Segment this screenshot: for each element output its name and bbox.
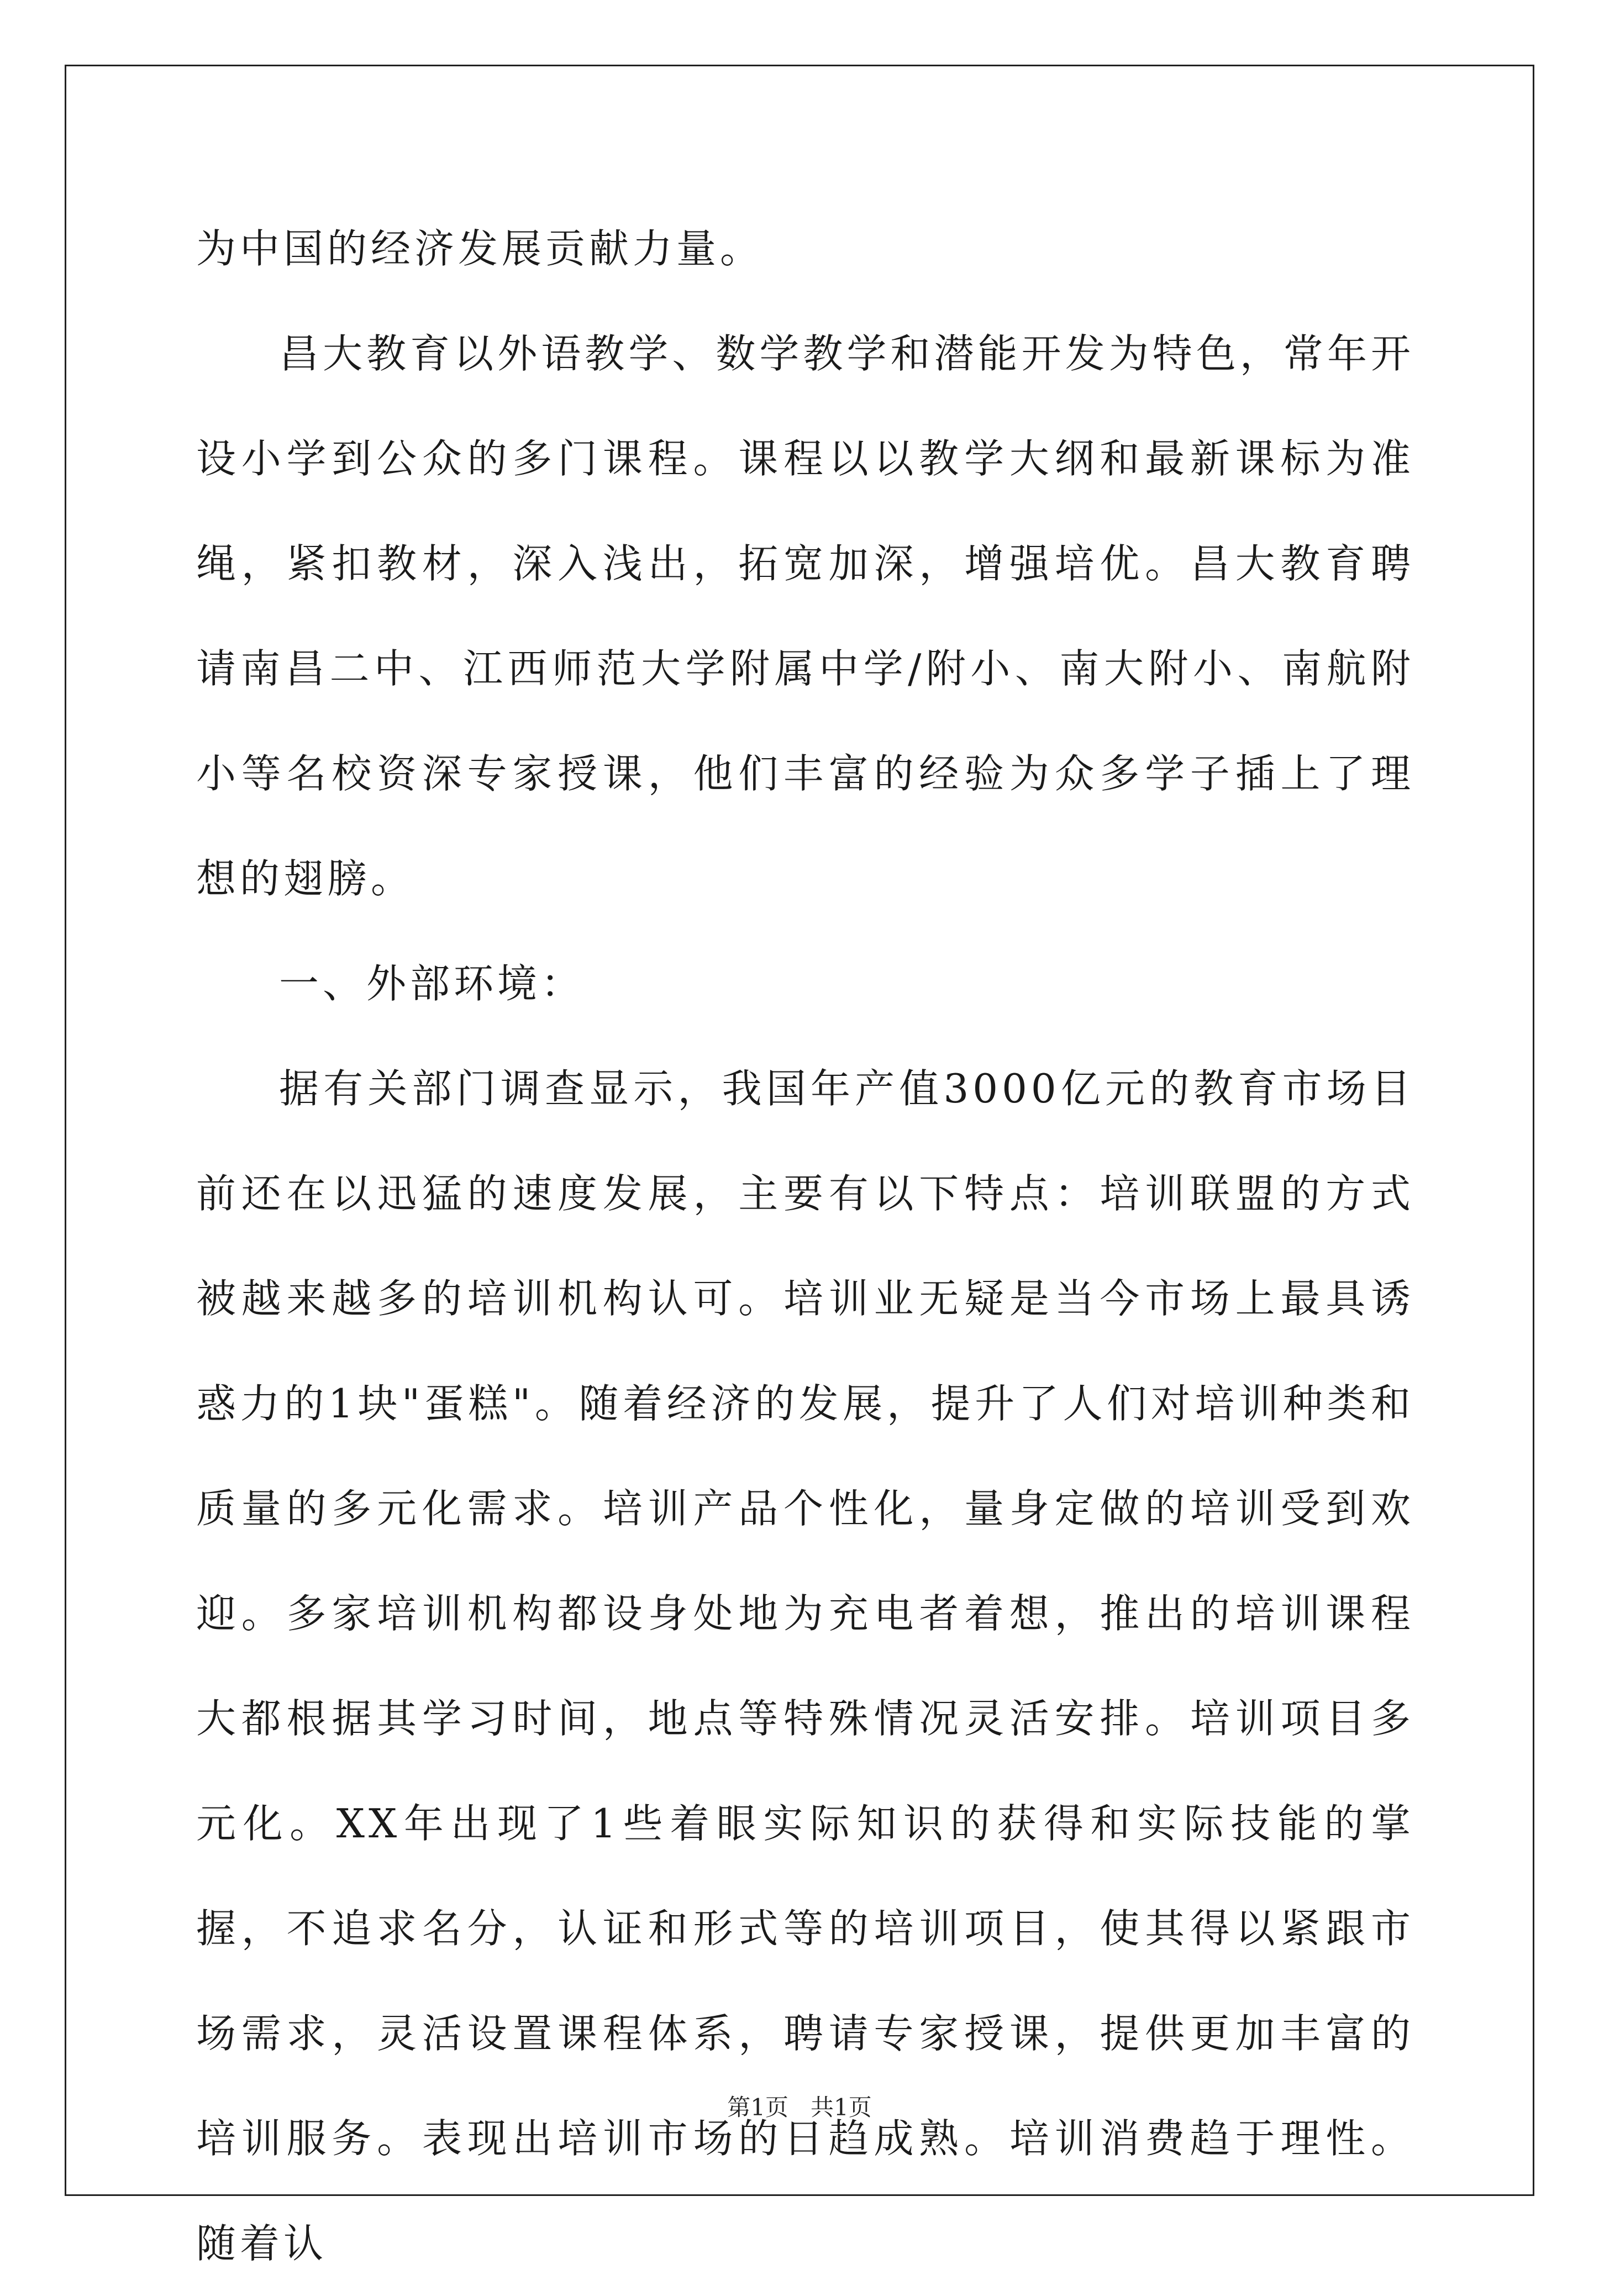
page-footer [0, 2091, 1599, 2124]
paragraph-1: 为中国的经济发展贡献力量。 [196, 225, 764, 272]
paragraph-2: 昌大教育以外语教学、数学教学和潜能开发为特色，常年开设小学到公众的多门课程。课程以以教学大纲和最新课标为准绳，紧扣教材，深入浅出，拓宽加深，增强培优。昌大教育聘请南昌二中、江西师范大学附属中学/附小、南大附小、南航附小等名校资深专家授课，他们丰富的经验为众多学子插上了理想的翅膀。 [196, 330, 1414, 902]
page-number-current: 第1页 [727, 2094, 788, 2121]
paragraph-4: 据有关部门调查显示，我国年产值3000亿元的教育市场目前还在以迅猛的速度发展，主要有以下特点：培训联盟的方式被越来越多的培训机构认可。培训业无疑是当今市场上最具诱惑力的1块"蛋糕"。随着经济的发展，提升了人们对培训种类和质量的多元化需求。培训产品个性化，量身定做的培训受到欢迎。多家培训机构都设身处地为充电者着想，推出的培训课程大都根据其学习时间，地点等特殊情况灵活安排。培训项目多元化。XX年出现了1些着眼实际知识的获得和实际技能的掌握，不追求名分，认证和形式等的培训项目，使其得以紧跟市场需求，灵活设置课程体系，聘请专家授课，提供更加丰富的培训服务。表现出培训市场的日趋成熟。培训消费趋于理性。随着认 [196, 1065, 1414, 2267]
page-number-total: 共1页 [811, 2094, 872, 2121]
section-heading-external-environment: 一、外部环境： [279, 960, 585, 1007]
document-body [196, 196, 1414, 2296]
